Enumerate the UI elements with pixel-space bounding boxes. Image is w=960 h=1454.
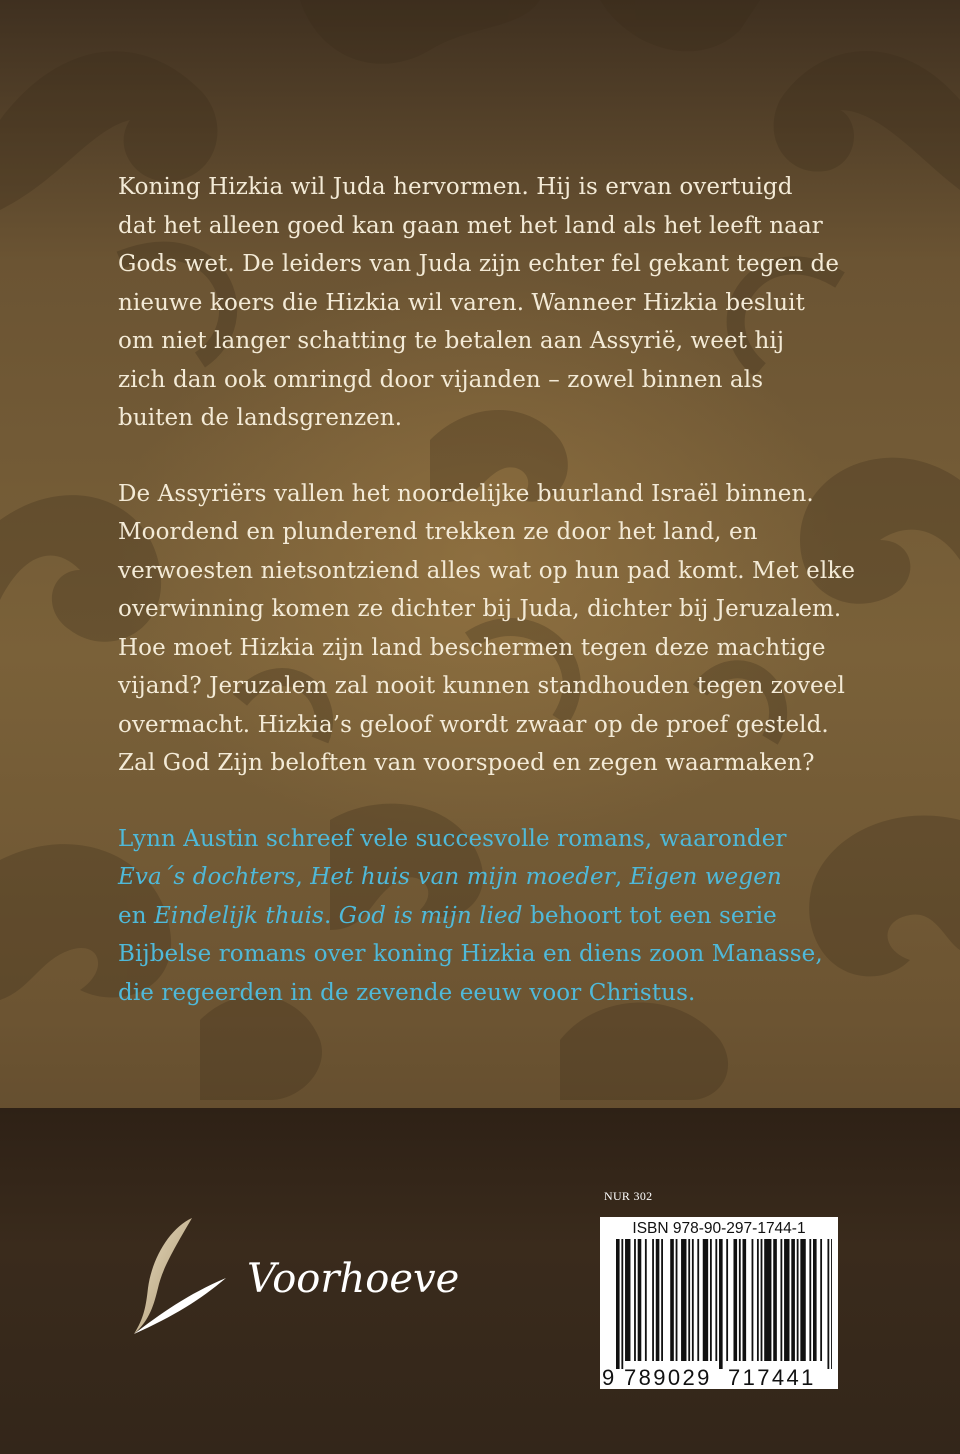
barcode-bar [710,1239,712,1361]
barcode-bar [656,1239,660,1361]
barcode-bar [797,1239,799,1361]
barcode-bar [761,1239,763,1361]
barcode-bar [739,1239,741,1361]
barcode-bar [634,1239,636,1361]
blurb-text-block [118,168,858,1012]
barcode-bar [703,1239,708,1361]
barcode-bar [661,1239,663,1361]
connector: en [118,902,155,929]
voorhoeve-quill-logo-icon [130,1218,230,1334]
barcode-bar [697,1239,699,1361]
barcode-bar [773,1239,777,1361]
barcode-bar [625,1239,630,1361]
ean-group-1: 789029 [624,1365,712,1390]
barcode-bar [670,1239,674,1361]
barcode-bar [800,1239,805,1361]
barcode-bar [715,1239,717,1361]
barcode-bar [645,1239,647,1361]
publisher-name: Voorhoeve [247,1256,460,1302]
book-title-5: God is mijn lied [338,902,523,929]
barcode-bar [726,1239,728,1361]
ean-first-digit: 9 [602,1365,615,1390]
barcode-bar [692,1239,694,1361]
barcode-bar [820,1239,822,1361]
separator: , [295,864,311,890]
barcode-bar [791,1239,795,1361]
isbn-label: ISBN 978-90-297-1744-1 [632,1220,806,1237]
separator: , [614,864,630,890]
author-blurb-outro-2: Bijbelse romans over koning Hizkia en diens zoon Manasse, [118,941,823,967]
blurb-paragraph-1: Koning Hizkia wil Juda hervormen. Hij is ervan overtuigd dat het alleen goed kan gaan met het land als het leeft naar Gods wet. De leiders van Juda zijn echter fel gekant tegen de nieuwe koers die Hizkia wil varen. Wanneer Hizkia besluit om niet langer schatting te betalen aan Assyrië, weet hij zich dan ook omringd door vijanden – zowel binnen als buiten de landsgrenzen. [118,174,840,431]
barcode-bar [621,1239,623,1369]
barcode-bar [688,1239,690,1361]
blurb-paragraph-2: De Assyriërs vallen het noordelijke buurland Israël binnen. Moordend en plunderend trekken ze door het land, en verwoesten nietsontziend alles wat op hun pad komt. Met elke overwinning komen ze dichter bij Juda, dichter bij Jeruzalem. Hoe moet Hizkia zijn land beschermen tegen deze machtige vijand? Jeruzalem zal nooit kunnen standhouden tegen zoveel overmacht. Hizkia’s geloof wordt zwaar op de proef gesteld. Zal God Zijn beloften van voorspoed en zegen waarmaken? [118,480,856,776]
barcode-bar [752,1239,754,1361]
ean-group-2: 717441 [728,1365,816,1390]
book-title-3: Eigen wegen [629,864,782,890]
author-blurb-intro: Lynn Austin schreef vele succesvolle romans, waaronder [118,825,787,852]
book-title-2: Het huis van mijn moeder [310,864,615,890]
barcode-bar [827,1239,829,1369]
barcode-bar [652,1239,654,1361]
barcode-bar [831,1239,832,1369]
barcode-bar [616,1239,620,1369]
author-blurb-outro-3: die regeerden in de zevende eeuw voor Christus. [118,979,696,1006]
book-title-4: Eindelijk thuis [154,902,324,929]
author-blurb [118,820,858,1013]
barcode-bars [616,1239,832,1369]
author-blurb-outro-1: behoort tot een serie [522,902,777,929]
isbn-barcode [600,1217,838,1389]
barcode-bar [813,1239,817,1361]
barcode-bar [743,1239,747,1361]
barcode-bar [764,1239,771,1361]
barcode-bar [719,1239,723,1369]
barcode-bar [681,1239,686,1361]
nur-code: NUR 302 [604,1189,653,1203]
barcode-bar [757,1239,759,1361]
barcode-bar [809,1239,811,1361]
barcode-bar [780,1239,782,1361]
book-title-1: Eva´s dochters [118,864,296,890]
barcode-bar [733,1239,737,1361]
barcode-bar [638,1239,642,1361]
barcode-bar [676,1239,678,1361]
separator: . [323,902,339,929]
barcode-bar [784,1239,789,1361]
